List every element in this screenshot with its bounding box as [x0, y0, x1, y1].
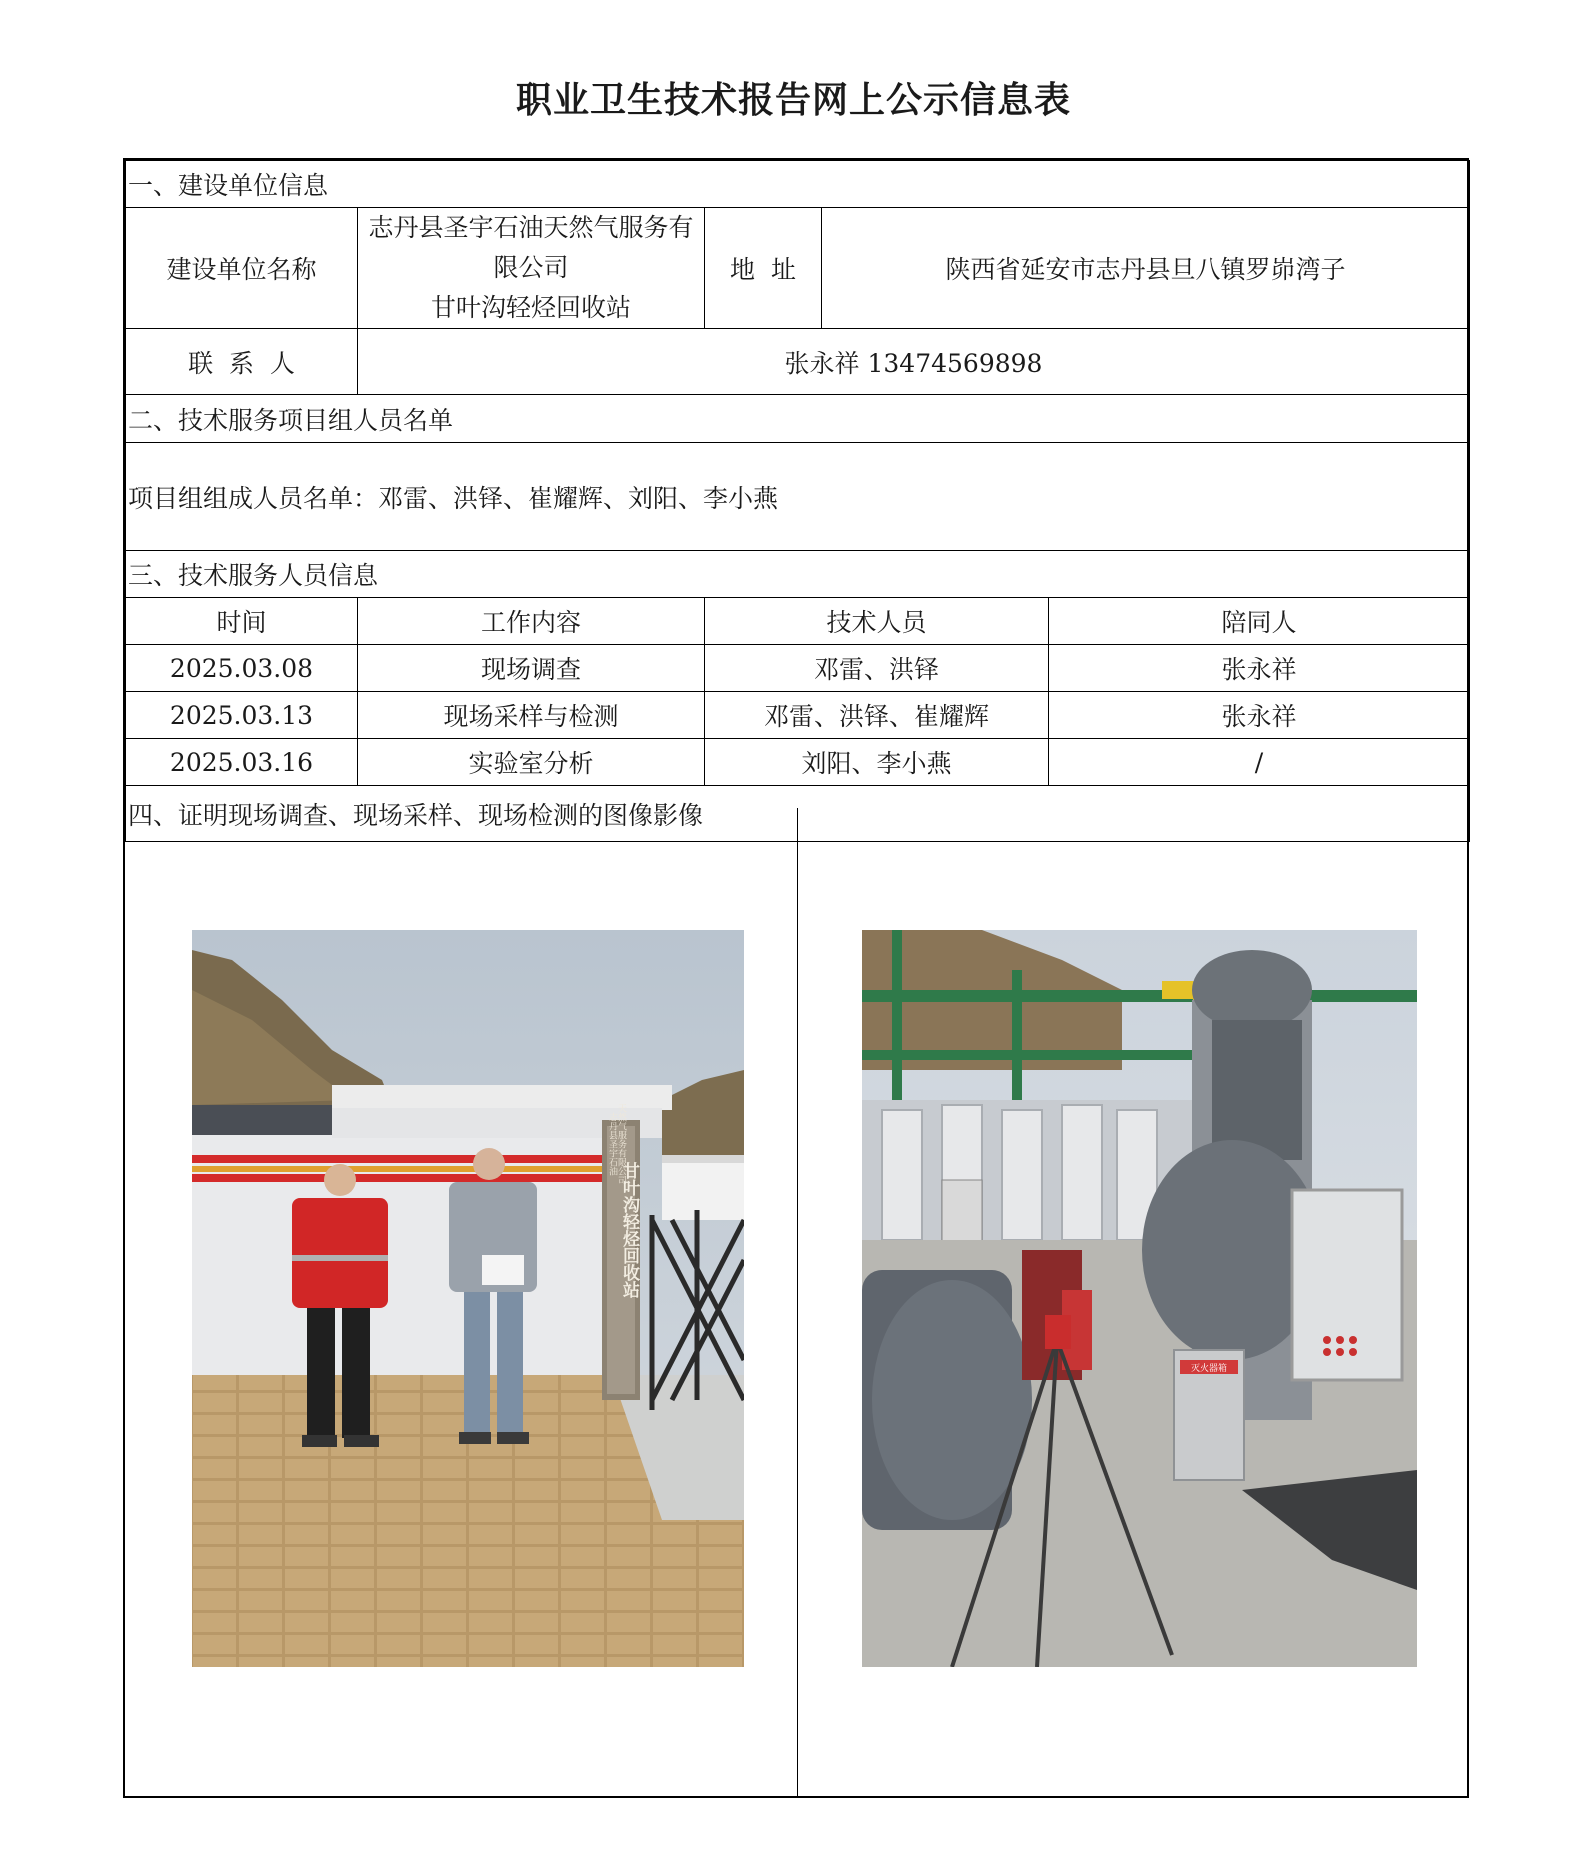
row-time: 2025.03.13: [126, 692, 358, 739]
photo-area: [125, 808, 1467, 1796]
address-value: 陕西省延安市志丹县旦八镇罗峁湾子: [822, 208, 1470, 329]
sign-main: 甘叶沟轻烃回收站: [619, 1162, 639, 1298]
section4-heading: 四、证明现场调查、现场采样、现场检测的图像影像: [126, 786, 1470, 842]
extinguisher-box-label: 灭火器箱: [1190, 1364, 1228, 1374]
info-table-frame: [123, 158, 1469, 1798]
section2-heading: 二、技术服务项目组人员名单: [126, 395, 1470, 443]
row-staff: 邓雷、洪铎、崔耀辉: [705, 692, 1049, 739]
col-header-time: 时间: [126, 598, 358, 645]
row-staff: 邓雷、洪铎: [705, 645, 1049, 692]
table-row: [126, 645, 1470, 692]
section1-heading: 一、建设单位信息: [126, 161, 1470, 208]
row-work: 实验室分析: [358, 739, 705, 786]
site-sampling-photo: [862, 930, 1417, 1667]
row-staff: 刘阳、李小燕: [705, 739, 1049, 786]
sign-line1: 天然气服务有限公司: [616, 1103, 626, 1185]
info-table: [125, 160, 1470, 842]
col-header-escort: 陪同人: [1049, 598, 1470, 645]
row-work: 现场采样与检测: [358, 692, 705, 739]
unit-name-label: 建设单位名称: [126, 208, 358, 329]
col-header-work: 工作内容: [358, 598, 705, 645]
row-escort: 张永祥: [1049, 645, 1470, 692]
row-time: 2025.03.08: [126, 645, 358, 692]
contact-label: 联 系 人: [126, 329, 358, 395]
row-work: 现场调查: [358, 645, 705, 692]
contact-value: 张永祥 13474569898: [358, 329, 1470, 395]
unit-name-line2: 甘叶沟轻烃回收站: [430, 293, 631, 322]
section3-heading: 三、技术服务人员信息: [126, 551, 1470, 598]
unit-name-line1: 志丹县圣宇石油天然气服务有限公司: [368, 213, 694, 282]
page-title: 职业卫生技术报告网上公示信息表: [515, 79, 1071, 121]
site-survey-photo: [192, 930, 744, 1667]
row-escort: /: [1049, 739, 1470, 786]
unit-name-value: [358, 208, 705, 329]
table-row: [126, 692, 1470, 739]
project-members: 项目组组成人员名单：邓雷、洪铎、崔耀辉、刘阳、李小燕: [126, 443, 1470, 551]
row-escort: 张永祥: [1049, 692, 1470, 739]
col-header-staff: 技术人员: [705, 598, 1049, 645]
row-time: 2025.03.16: [126, 739, 358, 786]
sign-line2: 志丹县圣宇石油: [607, 1112, 617, 1176]
photo-cell-right: [798, 808, 1467, 1796]
address-label: 地 址: [705, 208, 822, 329]
photo-cell-left: [125, 808, 798, 1796]
table-row: [126, 739, 1470, 786]
